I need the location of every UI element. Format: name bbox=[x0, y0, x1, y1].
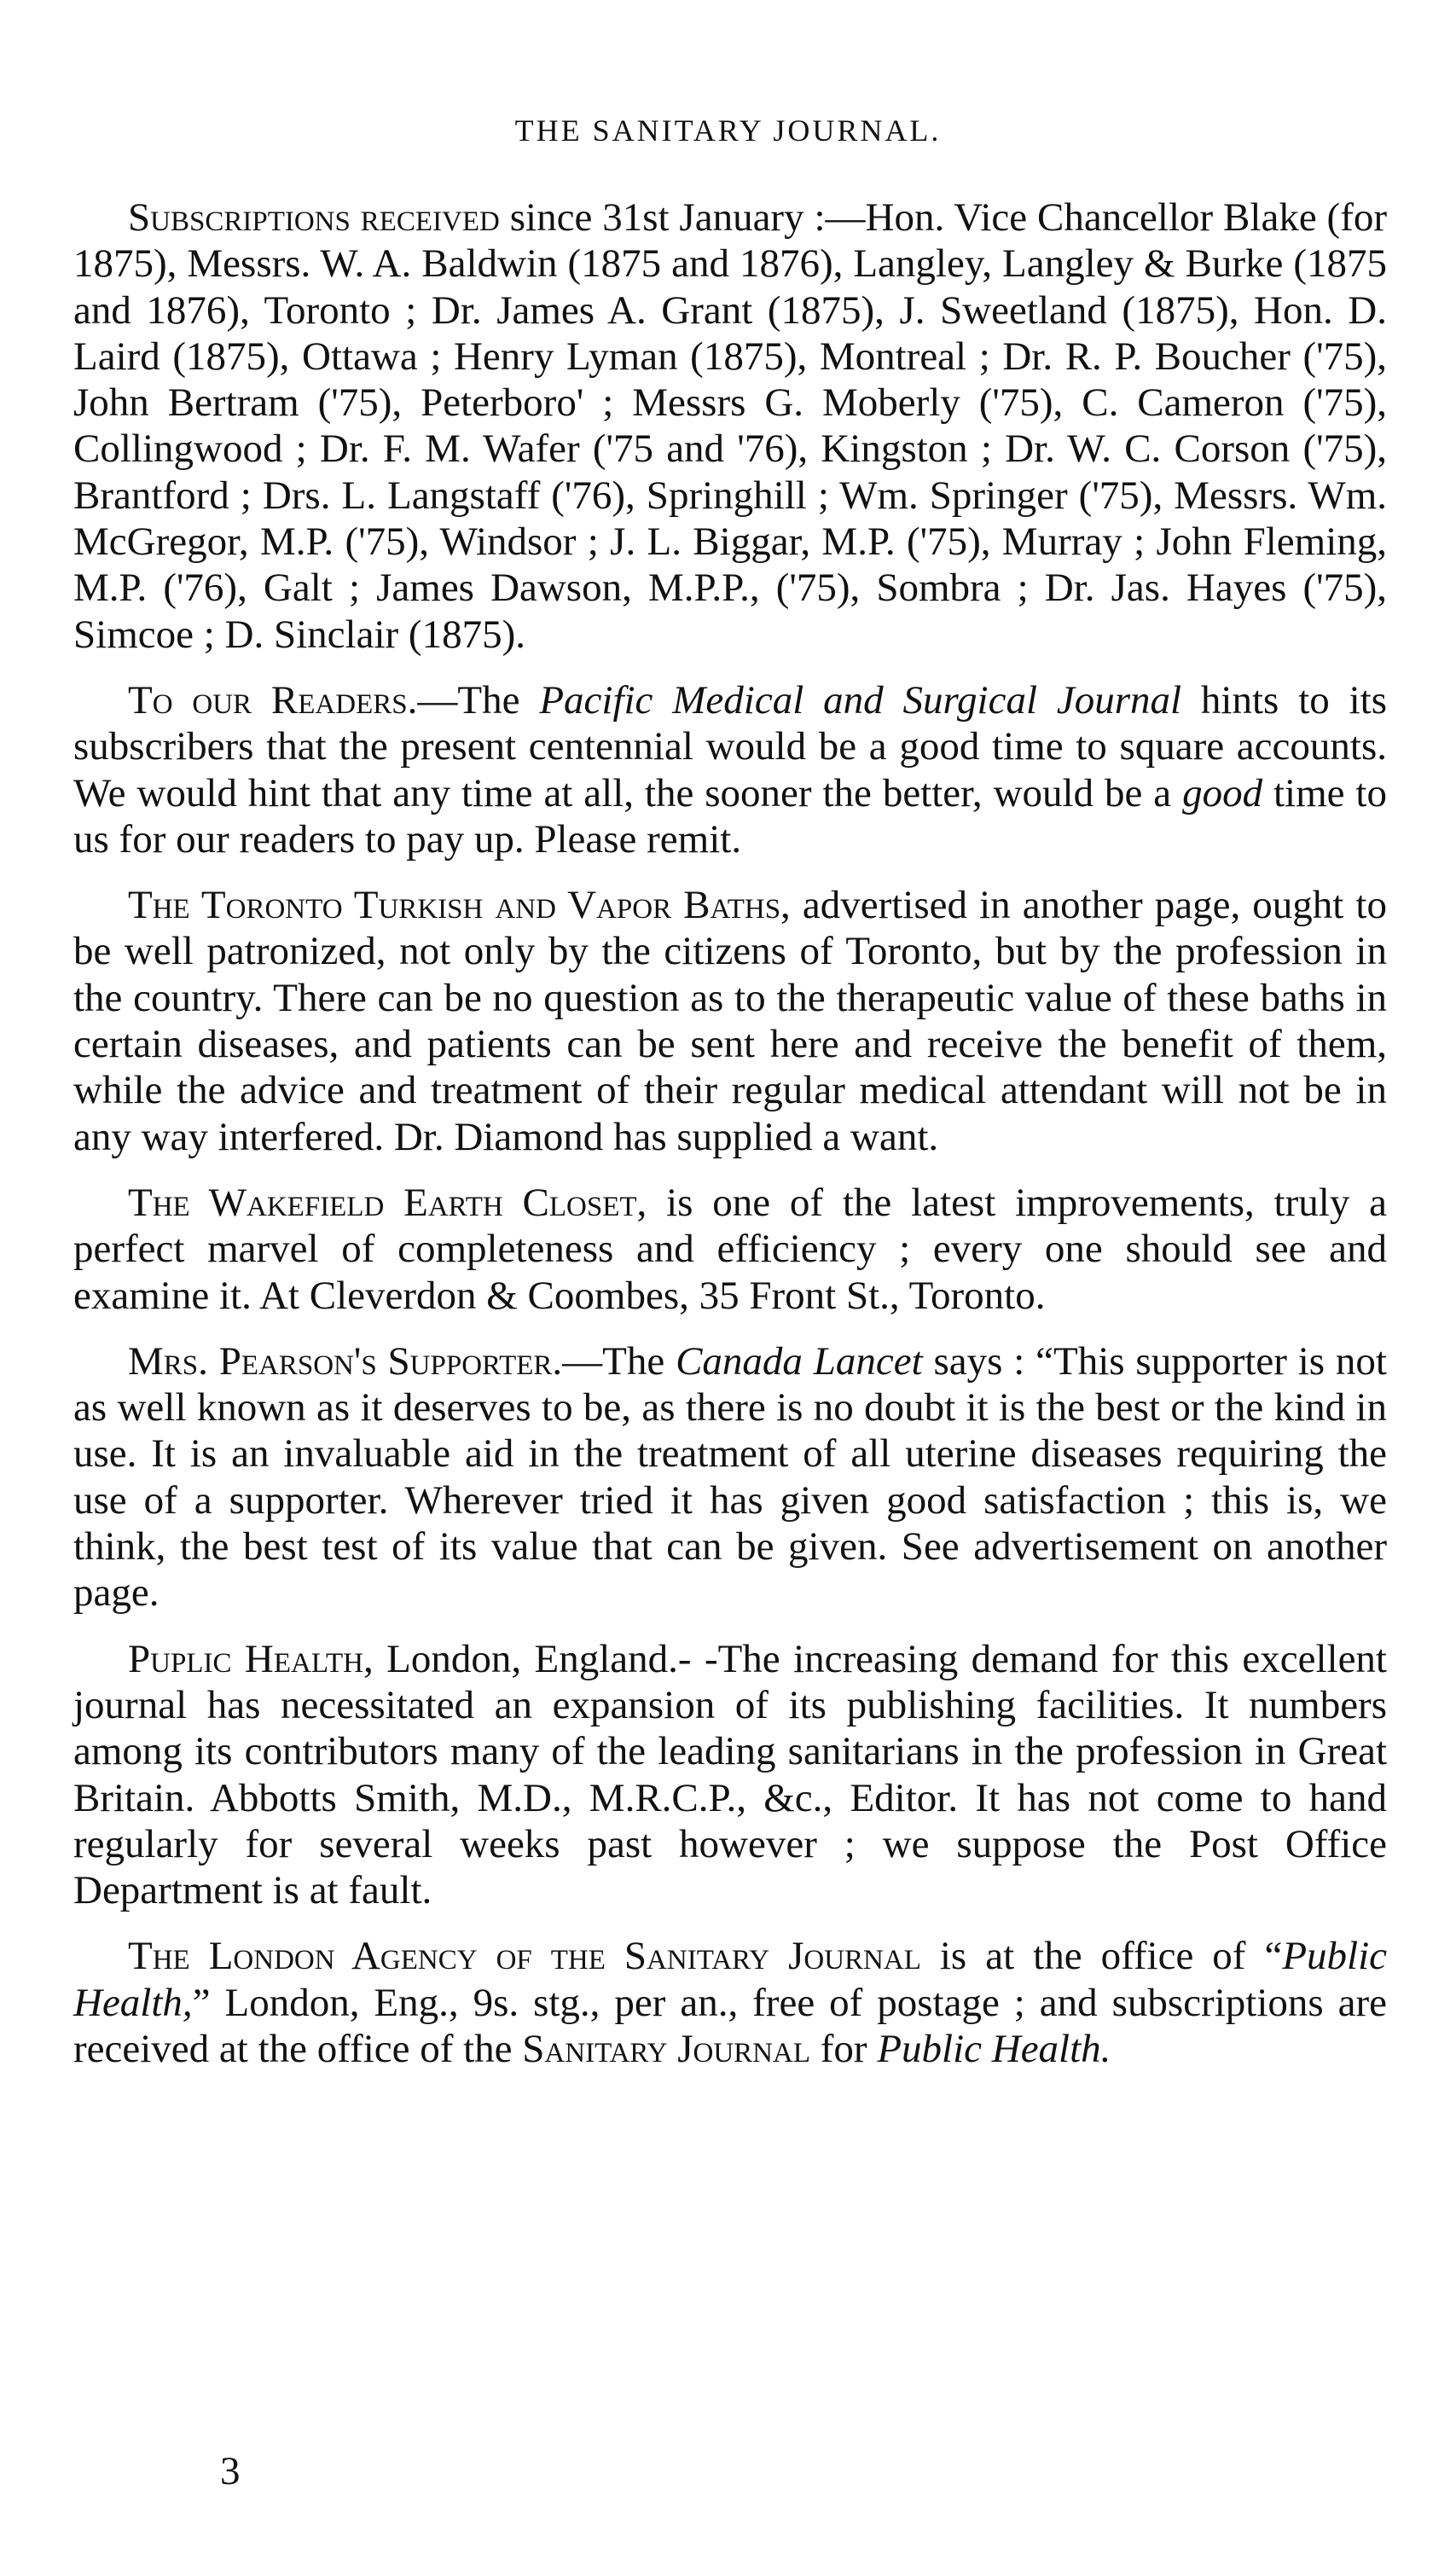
article-body bbox=[73, 194, 1387, 2092]
paragraph-lead: To our Readers. bbox=[128, 677, 418, 722]
paragraph-pearsons-supporter bbox=[73, 1338, 1387, 1616]
journal-name: Sanitary Journal bbox=[522, 2026, 810, 2071]
paragraph-subscriptions bbox=[73, 194, 1387, 658]
paragraph-text: advertised in another page, ought to be well patronized, not only by the citizens of Toronto, but by the profession in the country. There can be no question as to the therapeutic value of these baths in certain diseases, and patients can be sent here and receive the benefit of them, while the advice and treatment of their regular medical attendant will not be in any way interfered. Dr. Diamond has supplied a want. bbox=[73, 883, 1387, 1159]
paragraph-lead: The Wakefield Earth Closet, bbox=[128, 1180, 647, 1225]
paragraph-text: ” London, Eng., 9s. stg., per an., free of postage ; and subscriptions are received at the office of the bbox=[73, 1980, 1387, 2071]
paragraph-text: says : “This supporter is not as well known as it deserves to be, as there is no doubt it is the best or the kind in use. It is an invaluable aid in the treatment of all uterine diseases requiring the use of a supporter. Wherever tried it has given good satisfaction ; this is, we think, the best test of its value that can be given. See advertisement on another page. bbox=[73, 1338, 1387, 1616]
paragraph-text: for bbox=[810, 2026, 878, 2071]
journal-title: Canada Lancet bbox=[676, 1338, 923, 1384]
paragraph-text: is at the office of “ bbox=[920, 1934, 1283, 1979]
paragraph-lead: Mrs. Pearson's Supporter. bbox=[128, 1338, 563, 1384]
emphasis-word: good bbox=[1182, 770, 1263, 815]
paragraph-turkish-baths bbox=[73, 882, 1387, 1160]
paragraph-lead: Subscriptions received bbox=[128, 195, 500, 240]
paragraph-text: is one of the latest improvements, truly a perfect marvel of completeness and efficiency ; every one should see and examine it. At Cleverdon & Coombes, 35 Front St., Toronto. bbox=[73, 1180, 1387, 1318]
journal-title: Public Health. bbox=[877, 2026, 1111, 2071]
paragraph-text: —The bbox=[562, 1338, 676, 1384]
paragraph-text: London, England.- -The increasing demand for this excellent journal has necessitated an expansion of its publishing facilities. It numbers among its contributors many of the leading sanitarians in the profession in Great Britain. Abbotts Smith, M.D., M.R.C.P., &c., Editor. It has not come to hand regularly for several weeks past however ; we suppose the Post Office Department is at fault. bbox=[73, 1636, 1387, 1913]
paragraph-lead: The London Agency of the Sanitary Journal bbox=[128, 1934, 921, 1979]
paragraph-text: time to us for our readers to pay up. Please remit. bbox=[73, 770, 1387, 862]
paragraph-lead: Puplic Health, bbox=[128, 1636, 374, 1681]
journal-title: Pacific Medical and Surgical Journal bbox=[539, 677, 1182, 722]
paragraph-public-health bbox=[73, 1636, 1387, 1914]
paragraph-text: since 31st January :—Hon. Vice Chancellor Blake (for 1875), Messrs. W. A. Baldwin (1875 and 1876), Langley, Langley & Burke (1875 and 1876), Toronto ; Dr. James A. Grant (1875), J. Sweetland (1875), Hon. D. Laird (1875), Ottawa ; Henry Lyman (1875), Montreal ; Dr. R. P. Boucher ('75), John Bertram ('75), Peterboro' ; Messrs G. Moberly ('75), C. Cameron ('75), Collingwood ; Dr. F. M. Wafer ('75 and '76), Kingston ; Dr. W. C. Corson ('75), Brantford ; Drs. L. Langstaff ('76), Springhill ; Wm. Springer ('75), Messrs. Wm. McGregor, M.P. ('75), Windsor ; J. L. Biggar, M.P. ('75), Murray ; John Fleming, M.P. ('76), Galt ; James Dawson, M.P.P., ('75), Sombra ; Dr. Jas. Hayes ('75), Simcoe ; D. Sinclair (1875). bbox=[73, 195, 1387, 657]
journal-title: Public Health, bbox=[73, 1934, 1388, 2025]
paragraph-to-our-readers bbox=[73, 677, 1387, 862]
paragraph-earth-closet bbox=[73, 1180, 1387, 1319]
page-number: 3 bbox=[220, 2449, 241, 2493]
running-title: THE SANITARY JOURNAL. bbox=[514, 113, 942, 148]
paragraph-lead: The Toronto Turkish and Vapor Baths, bbox=[128, 883, 791, 928]
paragraph-london-agency bbox=[73, 1933, 1387, 2072]
paragraph-text: hints to its subscribers that the present centennial would be a good time to square accounts. We would hint that any time at all, the sooner the better, would be a bbox=[73, 677, 1388, 815]
paragraph-text: —The bbox=[417, 677, 540, 722]
